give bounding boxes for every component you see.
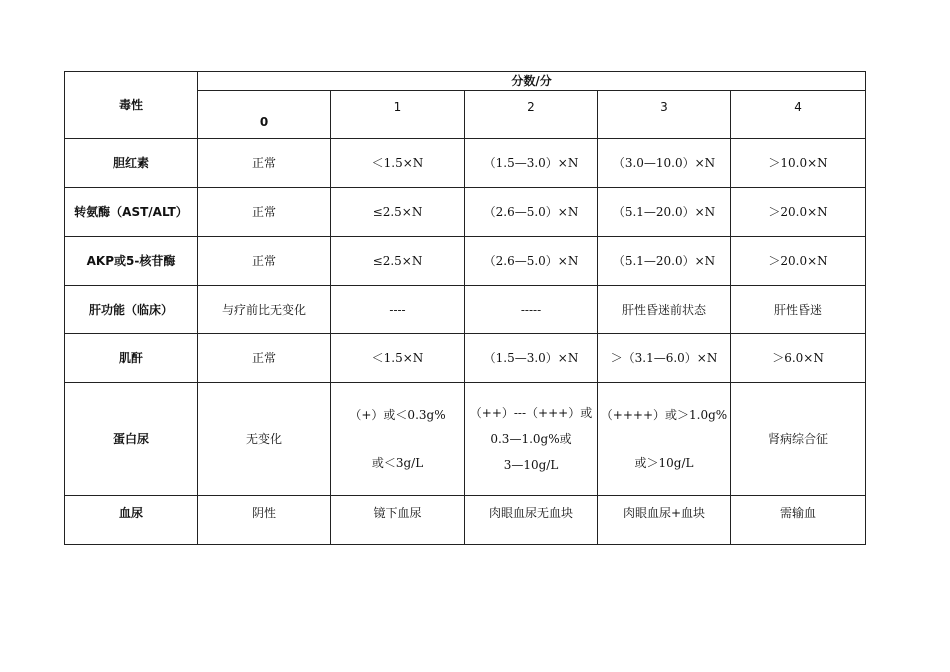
- table-row-akp: [65, 237, 866, 286]
- cell-hematuria-score-1: 镜下血尿: [331, 496, 465, 545]
- cell-transaminase-score-4: ＞20.0×N: [731, 188, 866, 237]
- cell-line: （+）或＜0.3g%: [349, 408, 446, 422]
- cell-proteinuria-score-2: [465, 383, 598, 496]
- cell-creatinine-score-1: ＜1.5×N: [331, 334, 465, 383]
- cell-line: 或＜3g/L: [371, 456, 424, 470]
- table-row-hematuria: [65, 496, 866, 545]
- cell-line: 0.3—1.0g%或: [490, 432, 572, 446]
- row-label-hematuria: 血尿: [65, 496, 198, 545]
- cell-creatinine-score-3: ＞（3.1—6.0）×N: [598, 334, 731, 383]
- cell-line: （++++）或＞1.0g%: [600, 408, 728, 422]
- toxicity-grading-table: [64, 71, 866, 545]
- cell-line: 或＞10g/L: [634, 456, 694, 470]
- table-body: [65, 139, 866, 545]
- row-label-transaminase: 转氨酶（AST/ALT）: [65, 188, 198, 237]
- cell-creatinine-score-4: ＞6.0×N: [731, 334, 866, 383]
- cell-akp-score-4: ＞20.0×N: [731, 237, 866, 286]
- cell-akp-score-2: （2.6—5.0）×N: [465, 237, 598, 286]
- cell-liver-function-score-2: -----: [465, 286, 598, 334]
- cell-akp-score-1: ≤2.5×N: [331, 237, 465, 286]
- row-label-creatinine: 肌酐: [65, 334, 198, 383]
- cell-liver-function-score-4: 肝性昏迷: [731, 286, 866, 334]
- score-column-0: 0: [198, 91, 331, 139]
- row-label-proteinuria: 蛋白尿: [65, 383, 198, 496]
- cell-akp-score-3: （5.1—20.0）×N: [598, 237, 731, 286]
- score-column-2: 2: [465, 91, 598, 139]
- cell-bilirubin-score-2: （1.5—3.0）×N: [465, 139, 598, 188]
- cell-hematuria-score-0: 阴性: [198, 496, 331, 545]
- corner-header-toxicity: 毒性: [65, 72, 198, 139]
- cell-creatinine-score-2: （1.5—3.0）×N: [465, 334, 598, 383]
- table-row-proteinuria: [65, 383, 866, 496]
- cell-liver-function-score-0: 与疗前比无变化: [198, 286, 331, 334]
- row-label-liver-function: 肝功能（临床）: [65, 286, 198, 334]
- score-column-3: 3: [598, 91, 731, 139]
- score-header: 分数/分: [198, 72, 866, 91]
- cell-creatinine-score-0: 正常: [198, 334, 331, 383]
- table-row-creatinine: [65, 334, 866, 383]
- cell-transaminase-score-3: （5.1—20.0）×N: [598, 188, 731, 237]
- cell-proteinuria-score-1: [331, 383, 465, 496]
- cell-proteinuria-score-3: [598, 383, 731, 496]
- cell-liver-function-score-3: 肝性昏迷前状态: [598, 286, 731, 334]
- cell-line: （++）---（+++）或: [469, 406, 593, 420]
- cell-akp-score-0: 正常: [198, 237, 331, 286]
- cell-proteinuria-score-4: [731, 383, 866, 496]
- cell-bilirubin-score-0: 正常: [198, 139, 331, 188]
- cell-hematuria-score-2: 肉眼血尿无血块: [465, 496, 598, 545]
- cell-transaminase-score-2: （2.6—5.0）×N: [465, 188, 598, 237]
- cell-bilirubin-score-1: ＜1.5×N: [331, 139, 465, 188]
- row-label-bilirubin: 胆红素: [65, 139, 198, 188]
- cell-transaminase-score-0: 正常: [198, 188, 331, 237]
- cell-line: 肾病综合征: [768, 432, 829, 446]
- cell-line: 无变化: [245, 432, 282, 446]
- table-row-liver-function: [65, 286, 866, 334]
- header-row-top: [65, 72, 866, 91]
- cell-hematuria-score-3: 肉眼血尿+血块: [598, 496, 731, 545]
- cell-bilirubin-score-3: （3.0—10.0）×N: [598, 139, 731, 188]
- cell-bilirubin-score-4: ＞10.0×N: [731, 139, 866, 188]
- cell-liver-function-score-1: ----: [331, 286, 465, 334]
- cell-proteinuria-score-0: [198, 383, 331, 496]
- score-column-4: 4: [731, 91, 866, 139]
- table-row-transaminase: [65, 188, 866, 237]
- row-label-akp: AKP或5-核苷酶: [65, 237, 198, 286]
- cell-transaminase-score-1: ≤2.5×N: [331, 188, 465, 237]
- cell-line: 3—10g/L: [503, 458, 559, 472]
- cell-hematuria-score-4: 需输血: [731, 496, 866, 545]
- score-column-1: 1: [331, 91, 465, 139]
- table-row-bilirubin: [65, 139, 866, 188]
